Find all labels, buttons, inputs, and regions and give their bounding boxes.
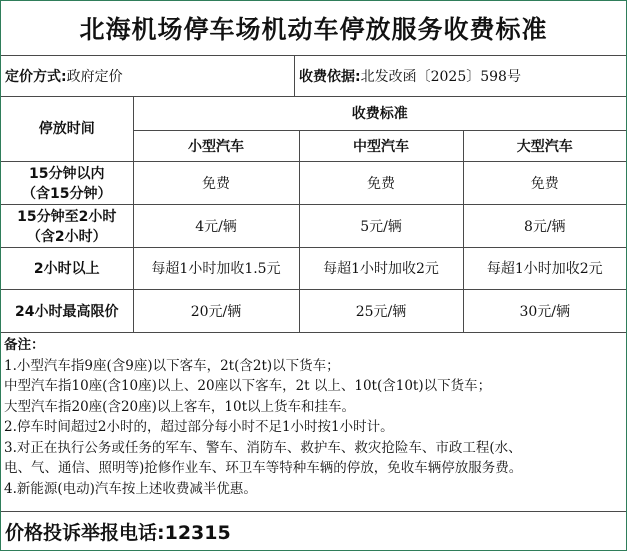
fee-table-header-row: [1, 96, 626, 130]
pricing-method-value: 政府定价: [66, 69, 123, 85]
column-header-small-vehicle: 小型汽车: [133, 130, 299, 161]
duration-subline: （含15分钟）: [22, 185, 112, 202]
duration-cell: [1, 161, 133, 204]
fee-cell-large: 每超1小时加收2元: [463, 247, 626, 289]
complaint-hotline: 价格投诉举报电话:12315: [1, 511, 626, 551]
fee-cell-small: 20元/辆: [133, 289, 299, 332]
duration-line: 15分钟至2小时: [17, 208, 117, 225]
fee-cell-large: 免费: [463, 161, 626, 204]
table-row: [1, 247, 626, 289]
fee-cell-medium: 每超1小时加收2元: [299, 247, 463, 289]
notice-title: 北海机场停车场机动车停放服务收费标准: [1, 1, 626, 56]
fee-cell-small: 免费: [133, 161, 299, 204]
fee-table: [1, 96, 626, 333]
fee-cell-large: 30元/辆: [463, 289, 626, 332]
notes-heading: 备注：: [4, 337, 45, 353]
pricing-meta-row: [1, 56, 626, 97]
table-row: [1, 161, 626, 204]
note-line: 3.对正在执行公务或任务的军车、警车、消防车、救护车、救灾抢险车、市政工程(水、: [4, 439, 522, 456]
notes-section: [1, 332, 626, 511]
fee-standard-header: 收费标准: [133, 96, 626, 130]
duration-line: 15分钟以内: [29, 165, 105, 182]
note-line: 中型汽车指10座(含10座)以上、20座以下客车，2t 以上、10t(含10t)以下货车；: [4, 378, 492, 394]
fee-cell-small: 每超1小时加收1.5元: [133, 247, 299, 289]
pricing-method-label: 定价方式:: [5, 69, 67, 85]
duration-subline: （含2小时）: [26, 228, 107, 245]
column-header-large-vehicle: 大型汽车: [463, 130, 626, 161]
fee-cell-medium: 免费: [299, 161, 463, 204]
note-line: 大型汽车指20座(含20座)以上客车，10t以上货车和挂车。: [4, 398, 355, 415]
note-line: 电、气、通信、照明等)抢修作业车、环卫车等特种车辆的停放，免收车辆停放服务费。: [4, 460, 523, 476]
fee-cell-small: 4元/辆: [133, 204, 299, 247]
duration-cell: [1, 204, 133, 247]
fee-cell-medium: 5元/辆: [299, 204, 463, 247]
duration-cell: 2小时以上: [1, 247, 133, 289]
duration-cell: 24小时最高限价: [1, 289, 133, 332]
note-line: 1.小型汽车指9座(含9座)以下客车，2t(含2t)以下货车；: [4, 357, 340, 374]
duration-header: 停放时间: [1, 96, 133, 161]
pricing-basis-label: 收费依据:: [299, 69, 361, 85]
pricing-method-cell: [1, 56, 295, 96]
fee-cell-medium: 25元/辆: [299, 289, 463, 332]
note-line: 2.停车时间超过2小时的，超过部分每小时不足1小时按1小时计。: [4, 419, 394, 435]
note-line: 4.新能源(电动)汽车按上述收费减半优惠。: [4, 480, 257, 497]
pricing-basis-cell: [295, 56, 626, 96]
table-row: [1, 204, 626, 247]
column-header-medium-vehicle: 中型汽车: [299, 130, 463, 161]
pricing-basis-value: 北发改函〔2025〕598号: [360, 69, 521, 85]
table-row: [1, 289, 626, 332]
fee-cell-large: 8元/辆: [463, 204, 626, 247]
